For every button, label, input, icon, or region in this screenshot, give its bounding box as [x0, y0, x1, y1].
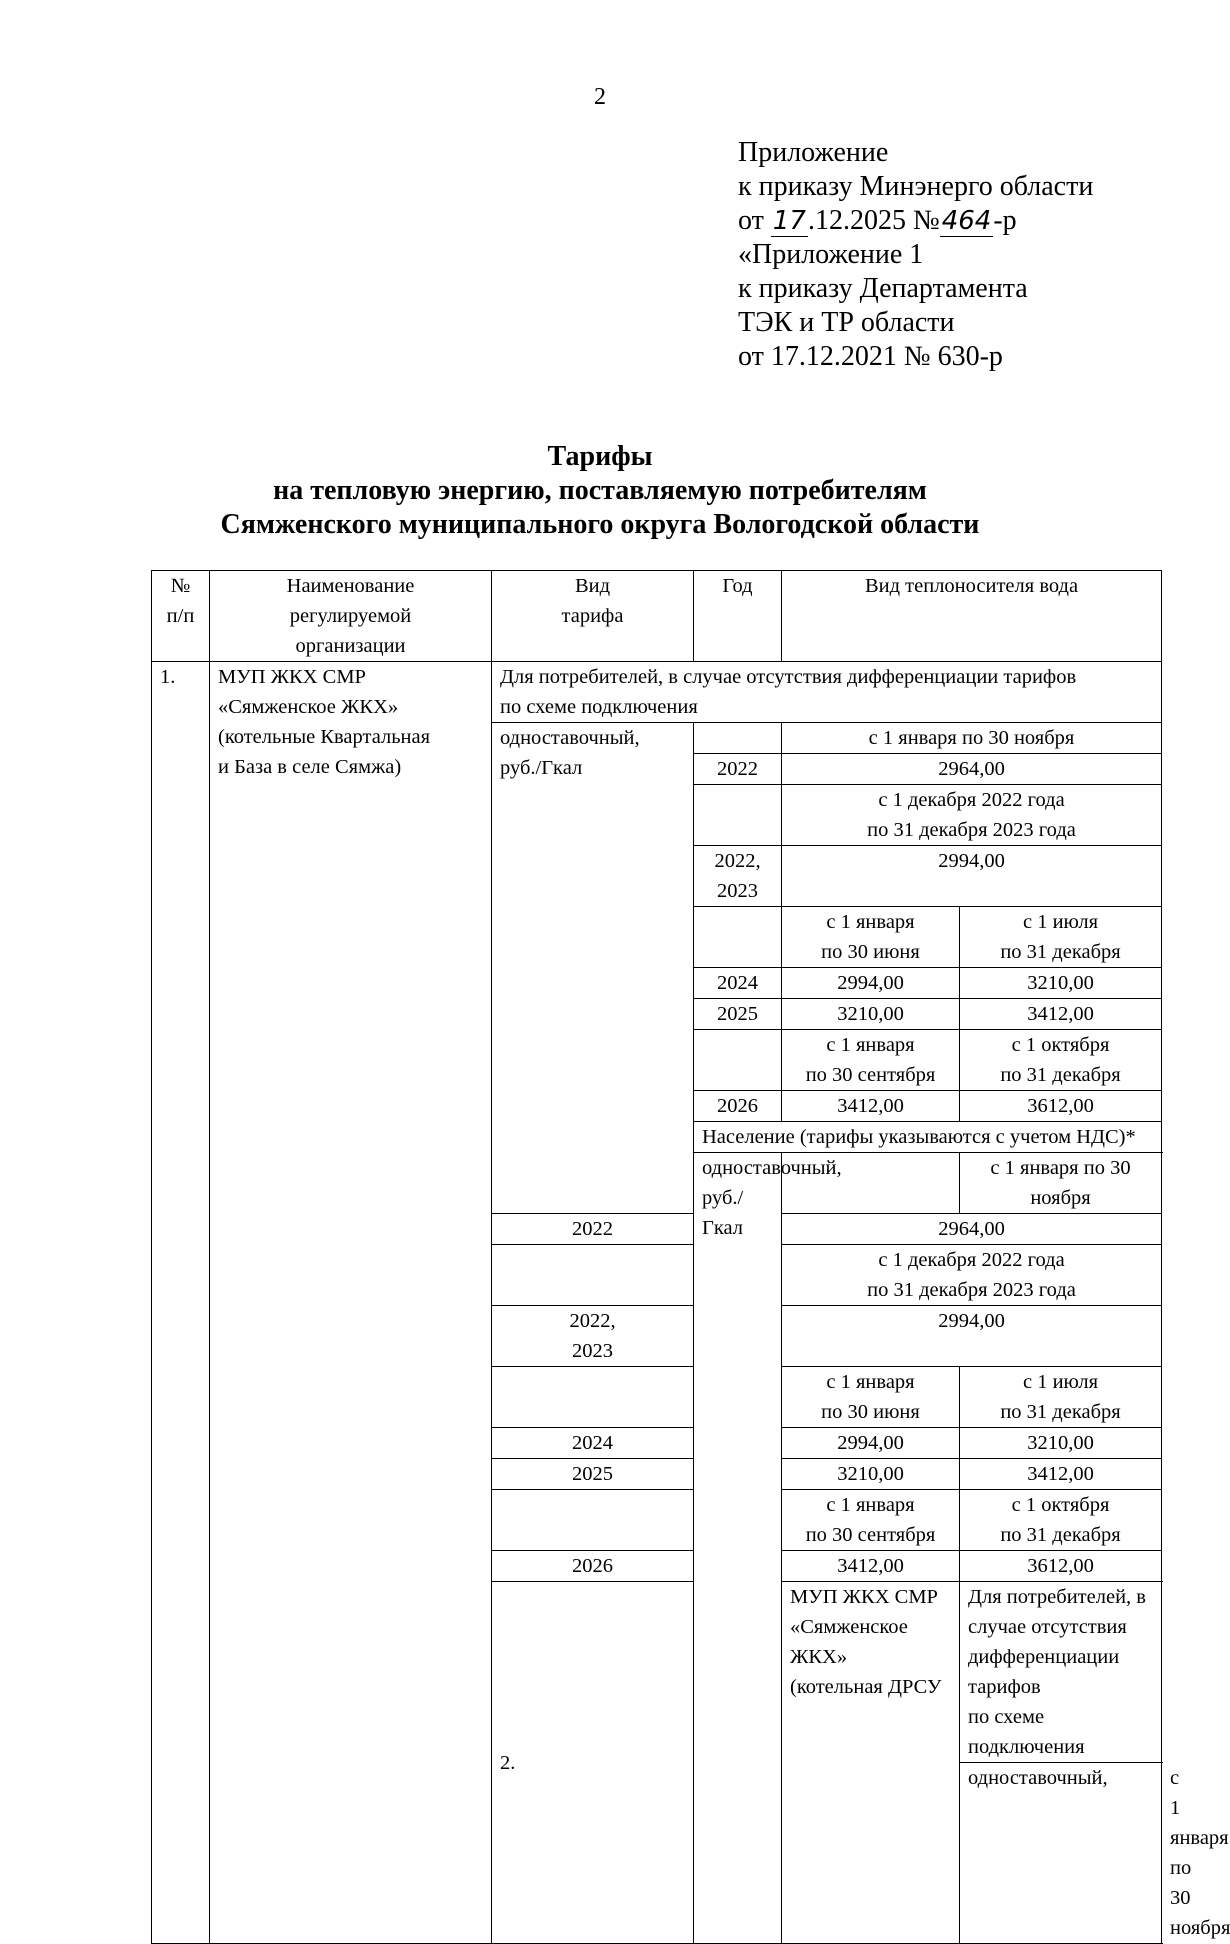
tariff-type: одноставочный, руб./Гкал [492, 723, 694, 1214]
section-population: Население (тарифы указываются с учетом НДС)* [694, 1122, 1162, 1153]
period-half2: с 1 июля по 31 декабря [960, 907, 1162, 968]
year-cell: 2022, 2023 [492, 1306, 694, 1367]
value-cell: 3210,00 [960, 1428, 1162, 1459]
value-cell: 2994,00 [782, 968, 960, 999]
year-cell: 2026 [694, 1091, 782, 1122]
org2-name: МУП ЖКХ СМР «Сямженское ЖКХ» (котельная ДРСУ [782, 1582, 960, 1944]
year-cell: 2022 [492, 1214, 694, 1245]
appendix-line: к приказу Минэнерго области [738, 171, 1094, 202]
value-cell: 2964,00 [782, 754, 1162, 785]
org1-name: МУП ЖКХ СМР «Сямженское ЖКХ» (котельные Квартальная и База в селе Сямжа) [210, 662, 492, 1944]
value-cell: 3412,00 [782, 1091, 960, 1122]
period-q2: с 1 октября по 31 декабря [960, 1030, 1162, 1091]
year-cell: 2022 [694, 754, 782, 785]
value-cell: 2994,00 [782, 846, 1162, 907]
period-q1: с 1 января по 30 сентября [782, 1030, 960, 1091]
title-line: Тарифы [547, 441, 653, 472]
header-tariff-type: Вид тарифа [492, 571, 694, 662]
org1-num: 1. [152, 662, 210, 1944]
tariff-type: одноставочный, [960, 1763, 1162, 1944]
appendix-line: от 17.12.2021 № 630-р [738, 341, 1003, 372]
value-cell: 2994,00 [782, 1428, 960, 1459]
period-half1: с 1 января по 30 июня [782, 907, 960, 968]
title-line: на тепловую энергию, поставляемую потребителям [273, 475, 927, 506]
appendix-header [738, 136, 1093, 374]
year-cell: 2025 [694, 999, 782, 1030]
header-carrier: Вид теплоносителя вода [782, 571, 1162, 662]
period-half1: с 1 января по 30 июня [782, 1367, 960, 1428]
title-line: Сямженского муниципального округа Вологодской области [220, 509, 980, 540]
value-cell: 3412,00 [782, 1551, 960, 1582]
tariff-type: одноставочный, руб./Гкал [694, 1153, 782, 1944]
appendix-date-suffix: -р [993, 205, 1017, 236]
period-2022: с 1 января по 30 ноября [960, 1153, 1162, 1214]
appendix-date-prefix: от [738, 205, 764, 236]
value-cell: 3210,00 [782, 999, 960, 1030]
document-title [0, 440, 1200, 542]
section-consumers: Для потребителей, в случае отсутствия дифференциации тарифов по схеме подключения [492, 662, 1162, 723]
appendix-line: Приложение [738, 137, 889, 168]
year-cell: 2024 [694, 968, 782, 999]
period-2023: с 1 декабря 2022 года по 31 декабря 2023 года [782, 785, 1162, 846]
appendix-date-mid: .12.2025 № [807, 205, 940, 236]
table-row: одноставочный, с 1 января по 30 ноября [152, 1763, 1162, 1944]
value-cell: 3210,00 [960, 968, 1162, 999]
appendix-line: к приказу Департамента [738, 273, 1028, 304]
appendix-line-date [738, 204, 1093, 238]
year-cell: 2022, 2023 [694, 846, 782, 907]
handwritten-number: 464 [941, 206, 992, 236]
table-row [152, 662, 1162, 723]
year-cell: 2025 [492, 1459, 694, 1490]
header-year: Год [694, 571, 782, 662]
value-cell: 2994,00 [782, 1306, 1162, 1367]
appendix-line: ТЭК и ТР области [738, 307, 955, 338]
value-cell: 2964,00 [782, 1214, 1162, 1245]
org2-num: 2. [492, 1582, 694, 1944]
header-org: Наименование регулируемой организации [210, 571, 492, 662]
year-cell: 2026 [492, 1551, 694, 1582]
table-header-row [152, 571, 1162, 662]
period-half2: с 1 июля по 31 декабря [960, 1367, 1162, 1428]
value-cell: 3210,00 [782, 1459, 960, 1490]
period-2023: с 1 декабря 2022 года по 31 декабря 2023 года [782, 1245, 1162, 1306]
section-consumers: Для потребителей, в случае отсутствия дифференциации тарифов по схеме подключения [960, 1582, 1162, 1763]
period-2022: с 1 января по 30 ноября [782, 723, 1162, 754]
value-cell: 3412,00 [960, 999, 1162, 1030]
value-cell: 3612,00 [960, 1091, 1162, 1122]
tariff-table [151, 570, 1230, 1944]
handwritten-day: 17 [772, 206, 806, 236]
page-number: 2 [594, 84, 606, 110]
period-q1: с 1 января по 30 сентября [782, 1490, 960, 1551]
value-cell: 3412,00 [960, 1459, 1162, 1490]
year-cell: 2024 [492, 1428, 694, 1459]
appendix-line: «Приложение 1 [738, 239, 924, 270]
header-num: № п/п [152, 571, 210, 662]
value-cell: 3612,00 [960, 1551, 1162, 1582]
period-q2: с 1 октября по 31 декабря [960, 1490, 1162, 1551]
